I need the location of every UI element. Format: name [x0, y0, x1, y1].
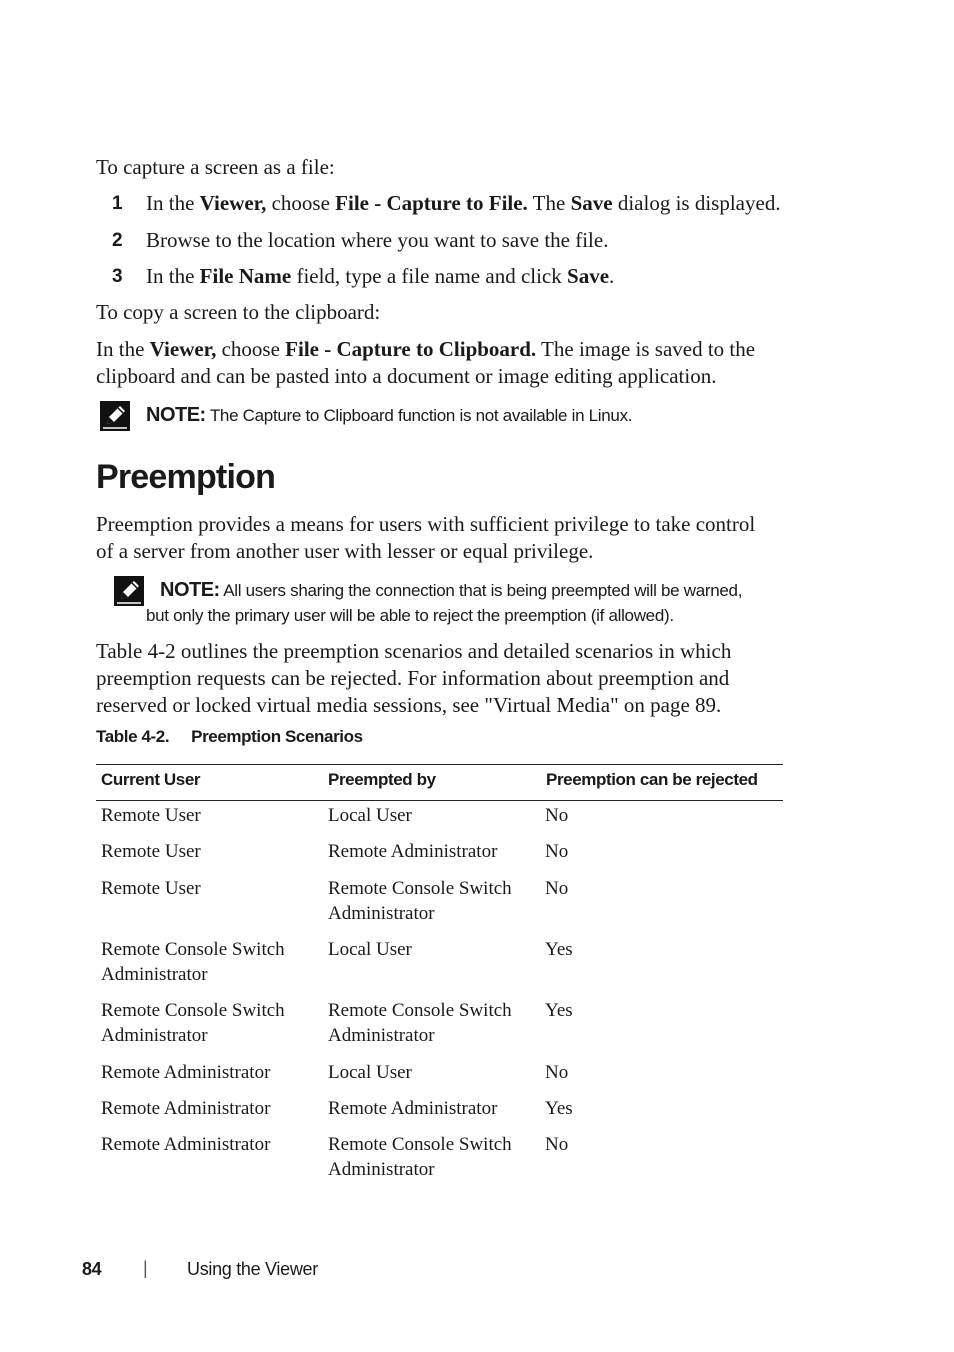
- table-cell-current: Administrator: [101, 1025, 208, 1046]
- ui-term-capture-to-file: File - Capture to File.: [335, 191, 528, 215]
- note-text: The Capture to Clipboard function is not available in Linux.: [205, 406, 633, 425]
- table-cell-preempted: Remote Administrator: [328, 841, 498, 862]
- step-1-text: [146, 190, 781, 217]
- step-3-text: [146, 263, 614, 290]
- table-top-rule: [96, 764, 783, 765]
- note-pencil-icon: [100, 401, 130, 431]
- table-cell-current: Administrator: [101, 964, 208, 985]
- table-cell-current: Remote User: [101, 878, 201, 899]
- step-1-part: choose: [266, 191, 336, 215]
- footer-chapter-title: Using the Viewer: [187, 1259, 318, 1279]
- clipboard-part: The image is saved to the: [536, 337, 756, 361]
- ui-term-file-name: File Name: [199, 264, 292, 288]
- clipboard-intro: To copy a screen to the clipboard:: [96, 300, 381, 324]
- outline-line2: preemption requests can be rejected. For information about preemption and: [96, 666, 730, 690]
- capture-file-intro: To capture a screen as a file:: [96, 155, 335, 179]
- note-label: NOTE:: [160, 579, 220, 601]
- table-cell-current: Remote Console Switch: [101, 1000, 285, 1021]
- table-cell-preempted: Remote Console Switch: [328, 1000, 512, 1021]
- step-number-2: 2: [112, 230, 123, 251]
- ui-term-capture-to-clipboard: File - Capture to Clipboard.: [285, 337, 537, 361]
- footer-separator: |: [143, 1258, 148, 1278]
- table-cell-preempted: Local User: [328, 805, 412, 826]
- table-header-rule: [96, 800, 783, 801]
- table-caption-number: Table 4-2.: [96, 727, 170, 746]
- table-cell-rejected: Yes: [545, 939, 573, 960]
- note-preemption-warning-line1: [160, 578, 742, 603]
- preemption-intro-line1: Preemption provides a means for users with sufficient privilege to take control: [96, 512, 756, 536]
- ui-term-viewer: Viewer,: [149, 337, 217, 361]
- column-header-preempted-by: Preempted by: [328, 770, 436, 789]
- table-cell-preempted: Local User: [328, 1062, 412, 1083]
- table-cell-preempted: Local User: [328, 939, 412, 960]
- section-title: Preemption: [96, 458, 276, 496]
- table-cell-current: Remote Administrator: [101, 1098, 271, 1119]
- outline-line1: Table 4-2 outlines the preemption scenarios and detailed scenarios in which: [96, 639, 732, 663]
- table-cell-rejected: Yes: [545, 1098, 573, 1119]
- table-cell-rejected: No: [545, 1134, 569, 1155]
- table-cell-preempted: Remote Console Switch: [328, 878, 512, 899]
- step-2-text: Browse to the location where you want to save the file.: [146, 228, 609, 252]
- table-cell-preempted: Remote Administrator: [328, 1098, 498, 1119]
- step-3-part: field, type a file name and click: [291, 264, 568, 288]
- note-pencil-icon: [114, 576, 144, 606]
- table-cell-preempted: Administrator: [328, 1159, 435, 1180]
- table-caption: [96, 727, 363, 747]
- table-cell-preempted: Remote Console Switch: [328, 1134, 512, 1155]
- ui-term-save: Save: [570, 191, 613, 215]
- table-cell-current: Remote Console Switch: [101, 939, 285, 960]
- clipboard-part: In the: [96, 337, 150, 361]
- table-cell-rejected: No: [545, 841, 569, 862]
- step-1-part: The: [527, 191, 571, 215]
- table-cell-preempted: Administrator: [328, 1025, 435, 1046]
- step-3-part: .: [609, 264, 615, 288]
- clipboard-paragraph-line2: clipboard and can be pasted into a document or image editing application.: [96, 364, 717, 388]
- note-capture-clipboard: [146, 403, 632, 428]
- step-1-part: dialog is displayed.: [612, 191, 781, 215]
- ui-term-viewer: Viewer,: [199, 191, 267, 215]
- step-1-part: In the: [146, 191, 200, 215]
- step-number-1: 1: [112, 193, 123, 214]
- table-cell-rejected: Yes: [545, 1000, 573, 1021]
- table-cell-current: Remote Administrator: [101, 1062, 271, 1083]
- clipboard-paragraph-line1: [96, 336, 755, 363]
- note-preemption-warning-line2: but only the primary user will be able to reject the preemption (if allowed).: [146, 606, 674, 625]
- step-3-part: In the: [146, 264, 200, 288]
- table-cell-current: Remote Administrator: [101, 1134, 271, 1155]
- outline-line3: reserved or locked virtual media sessions, see "Virtual Media" on page 89.: [96, 693, 722, 717]
- table-cell-current: Remote User: [101, 805, 201, 826]
- table-cell-preempted: Administrator: [328, 903, 435, 924]
- page-number: 84: [82, 1259, 102, 1279]
- table-cell-rejected: No: [545, 1062, 569, 1083]
- table-cell-rejected: No: [545, 878, 569, 899]
- table-cell-current: Remote User: [101, 841, 201, 862]
- column-header-current-user: Current User: [101, 770, 201, 789]
- preemption-intro-line2: of a server from another user with lesser or equal privilege.: [96, 539, 594, 563]
- step-number-3: 3: [112, 266, 123, 287]
- table-caption-title: Preemption Scenarios: [191, 727, 363, 746]
- note-text: All users sharing the connection that is being preempted will be warned,: [219, 581, 743, 600]
- column-header-can-be-rejected: Preemption can be rejected: [546, 770, 758, 789]
- note-label: NOTE:: [146, 404, 206, 426]
- clipboard-part: choose: [216, 337, 286, 361]
- table-cell-rejected: No: [545, 805, 569, 826]
- ui-term-save: Save: [567, 264, 610, 288]
